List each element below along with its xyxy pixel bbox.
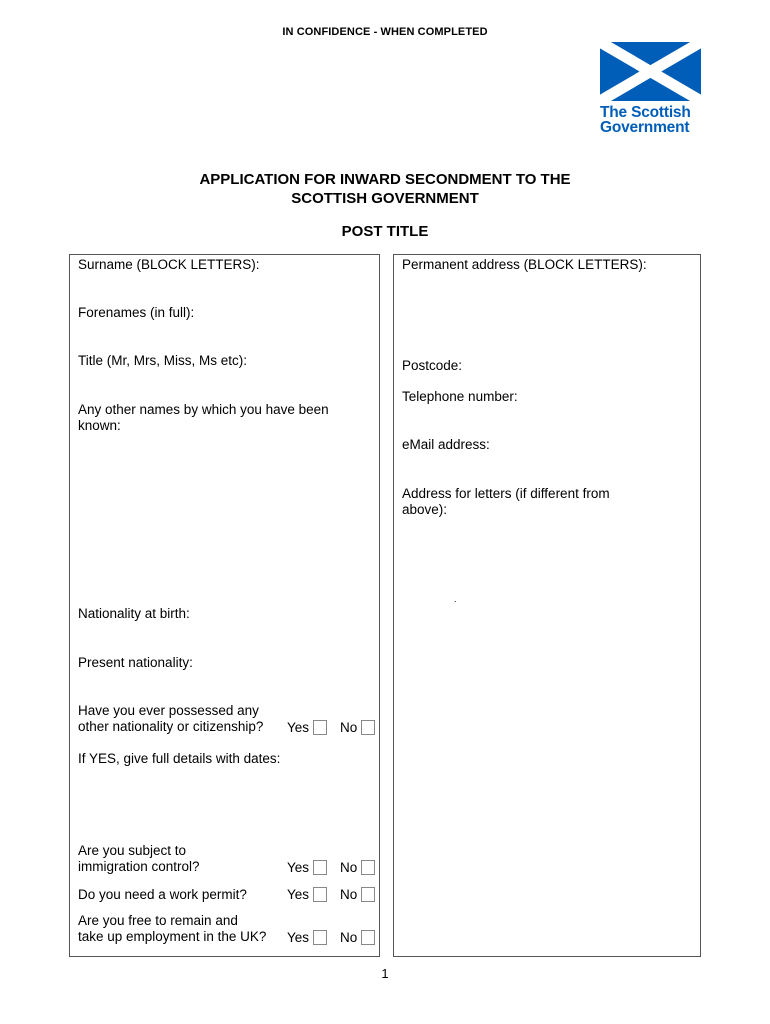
other-citizenship-label: [78, 703, 263, 735]
other-names-line-1: Any other names by which you have been: [78, 402, 329, 417]
immigration-control-label: [78, 843, 200, 875]
scottish-government-logo: [600, 42, 702, 135]
immigration-no: [340, 860, 375, 876]
other-citizenship-line-1: Have you ever possessed any: [78, 703, 259, 718]
post-title: POST TITLE: [341, 223, 429, 240]
free-to-remain-no-checkbox[interactable]: [361, 930, 375, 945]
immigration-line-2: immigration control?: [78, 859, 200, 874]
no-label: No: [340, 930, 358, 945]
telephone-label: Telephone number:: [402, 389, 518, 404]
no-label: No: [340, 887, 358, 902]
no-label: No: [340, 720, 358, 735]
email-label: eMail address:: [402, 437, 490, 452]
letters-address-label: [402, 486, 610, 518]
other-citizenship-line-2: other nationality or citizenship?: [78, 719, 264, 734]
yes-label: Yes: [287, 720, 310, 735]
yes-label: Yes: [287, 930, 310, 945]
other-citizenship-yes-checkbox[interactable]: [313, 720, 327, 735]
immigration-line-1: Are you subject to: [78, 843, 187, 858]
title-label: Title (Mr, Mrs, Miss, Ms etc):: [78, 353, 247, 368]
free-to-remain-yes-checkbox[interactable]: [313, 930, 327, 945]
form-title-line-2: SCOTTISH GOVERNMENT: [291, 190, 479, 207]
free-to-remain-yes: [287, 930, 327, 946]
other-names-label: [78, 402, 329, 434]
work-permit-label: Do you need a work permit?: [78, 887, 247, 902]
other-names-line-2: known:: [78, 418, 121, 433]
letters-address-line-2: above):: [402, 502, 448, 517]
logo-line-2: Government: [600, 119, 690, 136]
work-permit-yes-checkbox[interactable]: [313, 887, 327, 902]
yes-label: Yes: [287, 887, 310, 902]
nationality-at-birth-label: Nationality at birth:: [78, 606, 190, 621]
surname-label: Surname (BLOCK LETTERS):: [78, 257, 260, 272]
immigration-no-checkbox[interactable]: [361, 860, 375, 875]
page-number: 1: [381, 966, 389, 981]
form-title: [0, 170, 770, 208]
free-to-remain-no: [340, 930, 375, 946]
free-to-remain-line-1: Are you free to remain and: [78, 913, 238, 928]
other-citizenship-no-checkbox[interactable]: [361, 720, 375, 735]
postcode-label: Postcode:: [402, 358, 463, 373]
letters-address-line-1: Address for letters (if different from: [402, 486, 610, 501]
yes-label: Yes: [287, 860, 310, 875]
free-to-remain-label: [78, 913, 266, 945]
confidentiality-header: IN CONFIDENCE - WHEN COMPLETED: [282, 26, 488, 38]
work-permit-yes: [287, 887, 327, 903]
logo-wordmark: [600, 105, 702, 135]
work-permit-no-checkbox[interactable]: [361, 887, 375, 902]
forenames-label: Forenames (in full):: [78, 305, 195, 320]
other-citizenship-no: [340, 720, 375, 736]
saltire-flag-icon: [600, 42, 701, 101]
immigration-yes-checkbox[interactable]: [313, 860, 327, 875]
immigration-yes: [287, 860, 327, 876]
work-permit-no: [340, 887, 375, 903]
if-yes-details-label: If YES, give full details with dates:: [78, 751, 281, 766]
other-citizenship-yes: [287, 720, 327, 736]
form-title-line-1: APPLICATION FOR INWARD SECONDMENT TO THE: [199, 171, 571, 188]
stray-mark: .: [454, 594, 457, 604]
no-label: No: [340, 860, 358, 875]
permanent-address-label: Permanent address (BLOCK LETTERS):: [402, 257, 647, 272]
logo-line-1: The Scottish: [600, 104, 691, 121]
free-to-remain-line-2: take up employment in the UK?: [78, 929, 267, 944]
present-nationality-label: Present nationality:: [78, 655, 193, 670]
